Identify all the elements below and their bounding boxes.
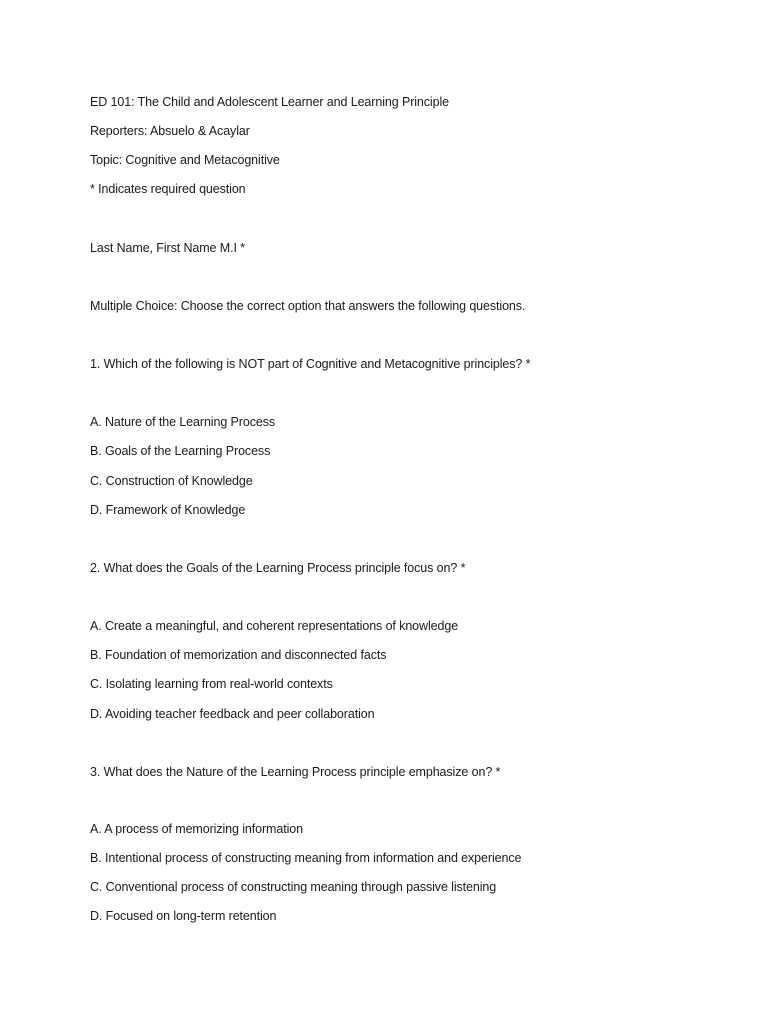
question-1-prompt: 1. Which of the following is NOT part of Cognitive and Metacognitive principles? * — [90, 357, 531, 371]
question-1-option-c: C. Construction of Knowledge — [90, 474, 253, 488]
question-2-option-a: A. Create a meaningful, and coherent representations of knowledge — [90, 619, 459, 633]
question-2-option-c: C. Isolating learning from real-world contexts — [90, 677, 333, 691]
reporters-line: Reporters: Absuelo & Acaylar — [90, 124, 250, 138]
question-1-option-a: A. Nature of the Learning Process — [90, 415, 275, 429]
required-note: * Indicates required question — [90, 182, 246, 196]
question-1-option-d: D. Framework of Knowledge — [90, 503, 246, 517]
question-3-prompt: 3. What does the Nature of the Learning Process principle emphasize on? * — [90, 765, 501, 779]
name-field-label: Last Name, First Name M.I * — [90, 241, 245, 255]
topic-line: Topic: Cognitive and Metacognitive — [90, 153, 280, 167]
question-3-option-b: B. Intentional process of constructing meaning from information and experience — [90, 851, 522, 865]
question-3-option-c: C. Conventional process of constructing meaning through passive listening — [90, 880, 497, 894]
question-2-prompt: 2. What does the Goals of the Learning Process principle focus on? * — [90, 561, 466, 575]
question-2-option-b: B. Foundation of memorization and disconnected facts — [90, 648, 387, 662]
course-title: ED 101: The Child and Adolescent Learner and Learning Principle — [90, 95, 449, 109]
question-3-option-a: A. A process of memorizing information — [90, 822, 303, 836]
question-2-option-d: D. Avoiding teacher feedback and peer collaboration — [90, 707, 375, 721]
question-3-option-d: D. Focused on long-term retention — [90, 909, 277, 923]
instructions: Multiple Choice: Choose the correct option that answers the following questions. — [90, 299, 526, 313]
question-1-option-b: B. Goals of the Learning Process — [90, 444, 271, 458]
